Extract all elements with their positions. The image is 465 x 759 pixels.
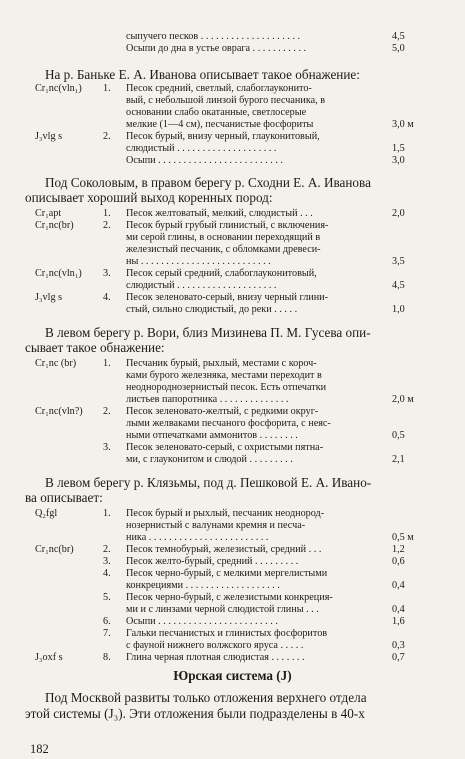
layer-description: с фауной нижнего волжского яруса . . . . .: [126, 640, 304, 651]
layer-thickness: 0,5 м: [392, 532, 414, 543]
section-row: [0, 304, 465, 316]
paragraph-line: В левом берегу р. Клязьмы, под д. Пешковой Е. А. Ивано-: [45, 475, 372, 490]
section-row: [0, 394, 465, 406]
layer-thickness: 0,5: [392, 430, 405, 441]
layer-thickness: 0,4: [392, 604, 405, 615]
layer-description: ми серой глины, в основании переходящий в: [126, 232, 321, 243]
layer-description: железистый песчаник, с обломками древеси-: [126, 244, 321, 255]
layer-description: лыми желваками песчаного фосфорита, с неяс-: [126, 418, 331, 429]
section-row: [0, 568, 465, 580]
layer-thickness: 1,2: [392, 544, 405, 555]
layer-thickness: 3,5: [392, 256, 405, 267]
layer-description: ми, с глауконитом и слюдой . . . . . . . . .: [126, 454, 293, 465]
layer-description: Осыпи до дна в устье оврага . . . . . . . . . . .: [126, 43, 307, 54]
section-row: [0, 592, 465, 604]
layer-description: Песок темнобурый, железистый, средний . . .: [126, 544, 322, 555]
paragraph-line: этой системы (J₃). Эти отложения были подразделены в 40-х: [25, 706, 365, 721]
layer-description: Песок бурый и рыхлый, песчаник неоднород-: [126, 508, 325, 519]
section-row: [0, 406, 465, 418]
section-row: [0, 220, 465, 232]
layer-thickness: 2,0: [392, 208, 405, 219]
layer-description: ками бурого железняка, местами переходит в: [126, 370, 322, 381]
layer-description: Песок черно-бурый, с железистыми конкреция-: [126, 592, 333, 603]
paragraph-line: Под Соколовым, в правом берегу р. Сходни Е. А. Иванова: [45, 175, 371, 190]
paragraph-line: ва описывает:: [25, 490, 103, 505]
section-row: [0, 532, 465, 544]
section-row: [0, 256, 465, 268]
strata-label: Cr₁nc(vln₁): [35, 83, 82, 94]
section-row: [0, 119, 465, 131]
section-row: [0, 83, 465, 95]
section-row: [0, 208, 465, 220]
layer-description: Песок бурый, внизу черный, глауконитовый,: [126, 131, 320, 142]
layer-description: ными отпечатками аммонитов . . . . . . . .: [126, 430, 298, 441]
section-row: [0, 131, 465, 143]
section-row: [0, 544, 465, 556]
strata-label: Cr₁apt: [35, 208, 62, 219]
layer-description: Песок желто-бурый, средний . . . . . . . . .: [126, 556, 299, 567]
layer-number: 8.: [103, 652, 111, 663]
layer-description: Песок бурый грубый глинистый, с включения-: [126, 220, 329, 231]
section-row: [0, 418, 465, 430]
layer-number: 1.: [103, 208, 111, 219]
section-row: [0, 508, 465, 520]
layer-description: Песок зеленовато-серый, внизу черный глини-: [126, 292, 329, 303]
layer-thickness: 1,0: [392, 304, 405, 315]
layer-description: ника . . . . . . . . . . . . . . . . . . . . . . . .: [126, 532, 269, 543]
layer-thickness: 1,6: [392, 616, 405, 627]
layer-description: Глина черная плотная слюдистая . . . . . . .: [126, 652, 305, 663]
strata-label: Q₂fgl: [35, 508, 58, 519]
section-row: [0, 280, 465, 292]
layer-number: 5.: [103, 592, 111, 603]
section-row: [0, 155, 465, 167]
strata-label: Cr₁nc(vln?): [35, 406, 83, 417]
layer-description: слюдистый . . . . . . . . . . . . . . . . . . . .: [126, 143, 277, 154]
layer-number: 4.: [103, 292, 111, 303]
layer-description: Песчаник бурый, рыхлый, местами с короч-: [126, 358, 317, 369]
strata-label: Cr₁nc(br): [35, 544, 74, 555]
section-row: [0, 580, 465, 592]
layer-description: слюдистый . . . . . . . . . . . . . . . . . . . .: [126, 280, 277, 291]
layer-description: мелкие (1—4 см), песчанистые фосфориты: [126, 119, 314, 130]
section-row: [0, 292, 465, 304]
layer-description: конкрециями . . . . . . . . . . . . . . . . . . .: [126, 580, 280, 591]
layer-description: Песок зеленовато-желтый, с редкими округ-: [126, 406, 319, 417]
section-row: [0, 382, 465, 394]
section-row: [0, 430, 465, 442]
layer-description: листьев папоротника . . . . . . . . . . . . . .: [126, 394, 289, 405]
paragraph-line: На р. Баньке Е. А. Иванова описывает такое обнажение:: [45, 67, 360, 82]
layer-number: 1.: [103, 83, 111, 94]
layer-number: 4.: [103, 568, 111, 579]
layer-number: 1.: [103, 358, 111, 369]
section-row: [0, 454, 465, 466]
layer-description: Осыпи . . . . . . . . . . . . . . . . . . . . . . . .: [126, 616, 278, 627]
strata-label: J₃oxf s: [35, 652, 63, 663]
paragraph-line: В левом берегу р. Вори, близ Мизинева П. М. Гусева опи-: [45, 325, 371, 340]
paragraph-line: сывает такое обнажение:: [25, 340, 165, 355]
section-row: [0, 556, 465, 568]
layer-thickness: 0,7: [392, 652, 405, 663]
section-row: [0, 95, 465, 107]
layer-description: ны . . . . . . . . . . . . . . . . . . . . . . . . . .: [126, 256, 271, 267]
layer-thickness: 4,5: [392, 280, 405, 291]
layer-number: 2.: [103, 131, 111, 142]
layer-description: Осыпи . . . . . . . . . . . . . . . . . . . . . . . . .: [126, 155, 283, 166]
layer-number: 2.: [103, 220, 111, 231]
layer-thickness: 3,0: [392, 155, 405, 166]
layer-description: нозернистый с валунами кремня и песча-: [126, 520, 306, 531]
strata-label: J₃vlg s: [35, 292, 63, 303]
section-row: [0, 107, 465, 119]
section-row: [0, 442, 465, 454]
section-row: [0, 232, 465, 244]
section-row: [0, 31, 465, 43]
layer-description: сыпучего песков . . . . . . . . . . . . . . . . . . . .: [126, 31, 301, 42]
section-row: [0, 652, 465, 664]
section-row: [0, 616, 465, 628]
layer-description: Песок зеленовато-серый, с охристыми пятна-: [126, 442, 324, 453]
strata-label: Cr₁nc(vln₁): [35, 268, 82, 279]
paragraph-line: описывает хороший выход коренных пород:: [25, 190, 273, 205]
page-number: 182: [30, 742, 49, 756]
layer-description: Песок черно-бурый, с мелкими мергелистыми: [126, 568, 328, 579]
layer-description: стый, сильно слюдистый, до реки . . . . .: [126, 304, 298, 315]
layer-description: вый, с небольшой линзой бурого песчаника, в: [126, 95, 326, 106]
layer-number: 3.: [103, 556, 111, 567]
section-row: [0, 43, 465, 55]
layer-description: ми и с линзами черной слюдистой глины . . .: [126, 604, 319, 615]
layer-thickness: 0,6: [392, 556, 405, 567]
section-heading: Юрская система (J): [173, 668, 292, 683]
layer-number: 1.: [103, 508, 111, 519]
layer-thickness: 0,4: [392, 580, 405, 591]
section-row: [0, 520, 465, 532]
layer-thickness: 3,0 м: [392, 119, 414, 130]
layer-thickness: 4,5: [392, 31, 405, 42]
strata-label: Cr₁nc(br): [35, 220, 74, 231]
layer-number: 3.: [103, 268, 111, 279]
layer-number: 7.: [103, 628, 111, 639]
paragraph-line: Под Москвой развиты только отложения верхнего отдела: [45, 690, 367, 705]
layer-thickness: 0,3: [392, 640, 405, 651]
layer-description: Песок средний, светлый, слабоглауконито-: [126, 83, 312, 94]
layer-number: 2.: [103, 544, 111, 555]
layer-number: 6.: [103, 616, 111, 627]
layer-thickness: 2,1: [392, 454, 405, 465]
section-row: [0, 244, 465, 256]
section-row: [0, 268, 465, 280]
section-row: [0, 628, 465, 640]
layer-thickness: 1,5: [392, 143, 405, 154]
section-row: [0, 370, 465, 382]
layer-number: 3.: [103, 442, 111, 453]
strata-label: J₃vlg s: [35, 131, 63, 142]
layer-description: неоднороднозернистый песок. Есть отпечатки: [126, 382, 327, 393]
layer-thickness: 2,0 м: [392, 394, 414, 405]
layer-description: Гальки песчанистых и глинистых фосфоритов: [126, 628, 328, 639]
section-row: [0, 604, 465, 616]
layer-description: Песок желтоватый, мелкий, слюдистый . . .: [126, 208, 313, 219]
layer-description: Песок серый средний, слабоглауконитовый,: [126, 268, 317, 279]
section-row: [0, 143, 465, 155]
section-row: [0, 358, 465, 370]
layer-number: 2.: [103, 406, 111, 417]
layer-thickness: 5,0: [392, 43, 405, 54]
strata-label: Cr₁nc (br): [35, 358, 77, 369]
layer-description: основании слабо окатанные, светлосерые: [126, 107, 307, 118]
section-row: [0, 640, 465, 652]
